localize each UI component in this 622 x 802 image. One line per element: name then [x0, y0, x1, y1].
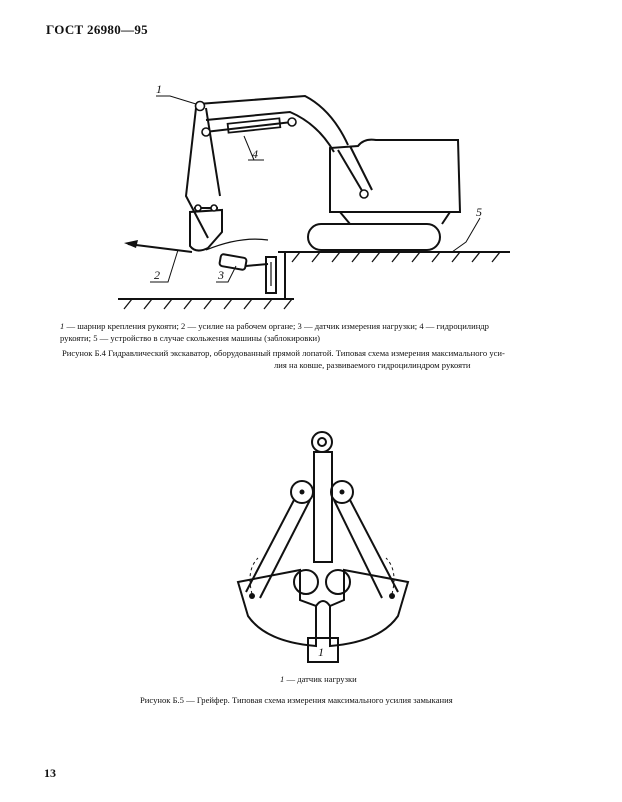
legend-num-1: 1: [60, 321, 65, 331]
caption-b4-line-2: лия на ковше, развиваемого гидроцилиндром рукояти: [274, 360, 471, 370]
callout-2: 2: [154, 268, 160, 282]
grab-legend-num: 1: [280, 674, 285, 684]
callout-5: 5: [476, 205, 482, 219]
legend-line-1: — шарнир крепления рукояти; 2 — усилие на рабочем органе; 3 — датчик измерения нагрузки; 4 — гидроцилиндр: [66, 321, 489, 331]
page-number: 13: [44, 766, 56, 780]
callout-1: 1: [156, 82, 162, 96]
grab-legend-text: — датчик нагрузки: [286, 674, 357, 684]
standard-header: ГОСТ 26980—95: [46, 22, 148, 37]
caption-b4-line-1: Рисунок Б.4 Гидравлический экскаватор, оборудованный прямой лопатой. Типовая схема измерения максимального уси-: [62, 348, 505, 358]
central-rod: [314, 452, 332, 562]
callout-3: 3: [218, 268, 224, 282]
figure-b5-caption: Рисунок Б.5 — Грейфер. Типовая схема измерения максимального усилия замыкания: [140, 695, 453, 705]
callout-4: 4: [252, 147, 258, 161]
lifting-ring: [312, 432, 332, 452]
callout-grab-1: 1: [318, 645, 324, 659]
figure-b5-legend: [280, 673, 357, 685]
legend-line-2: рукояти; 5 — устройство в случае скольжения машины (заблокировки): [60, 333, 320, 343]
